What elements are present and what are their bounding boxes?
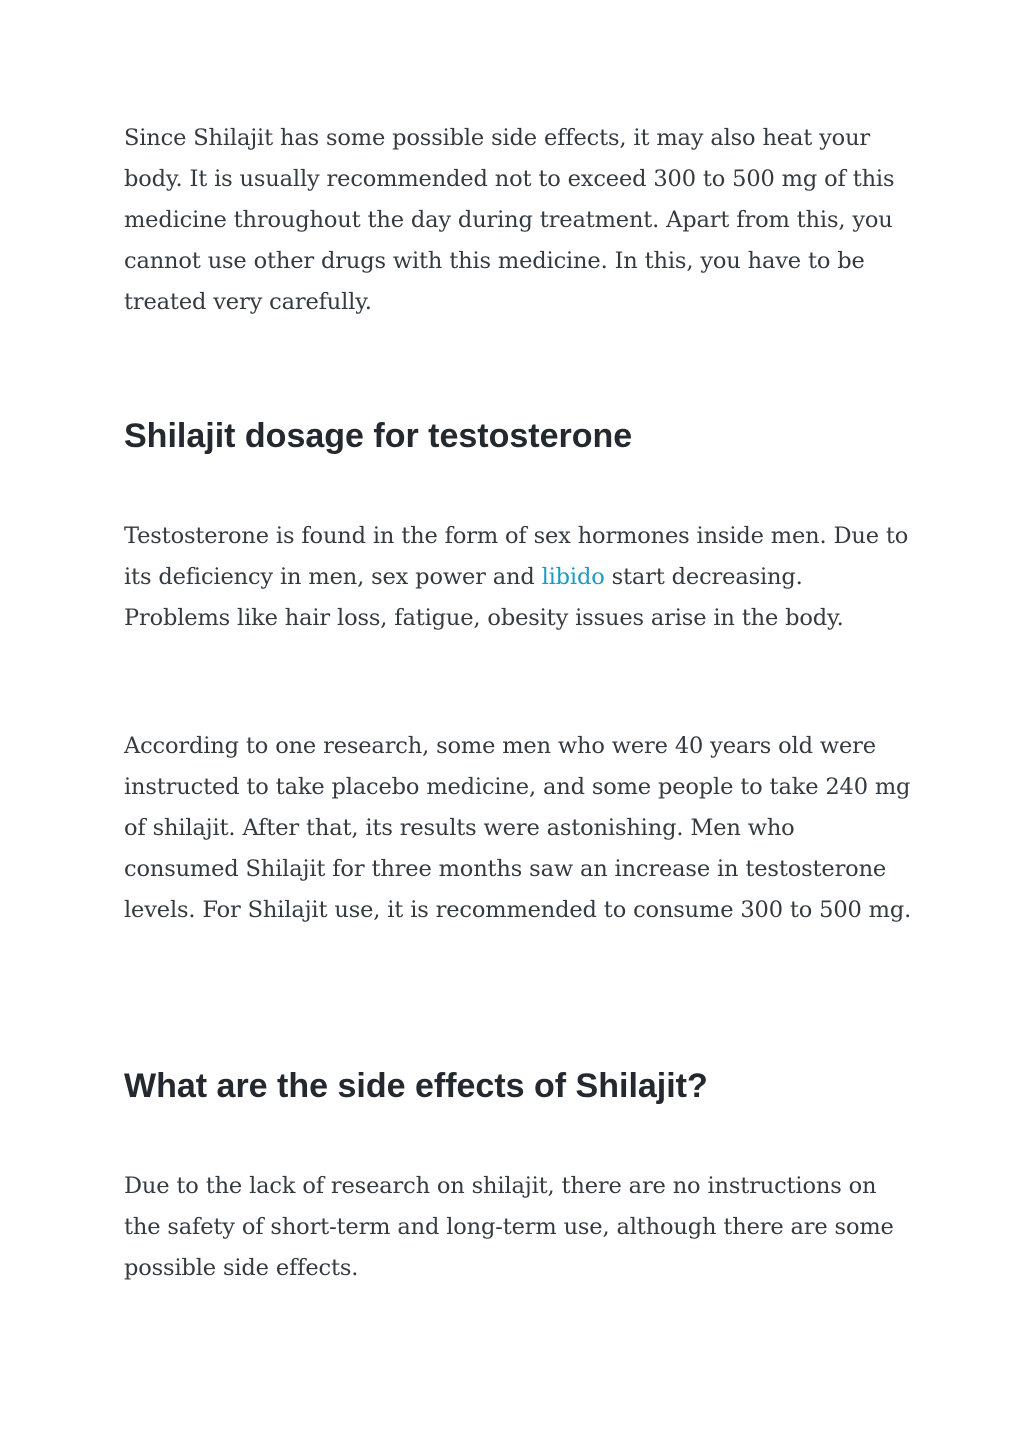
paragraph-testosterone xyxy=(124,516,914,639)
heading-side-effects: What are the side effects of Shilajit? xyxy=(124,1067,708,1105)
paragraph-research: According to one research, some men who were 40 years old were instructed to take placebo medicine, and some people to take 240 mg of shilajit. After that, its results were astonishing. Men who consumed Shilajit for three months saw an increase in testosterone levels. For Shilajit use, it is recommended to consume 300 to 500 mg. xyxy=(124,733,912,923)
paragraph-lack-of-research: Due to the lack of research on shilajit, there are no instructions on the safety of short-term and long-term use, although there are some possible side effects. xyxy=(124,1173,894,1281)
paragraph-text: Testosterone is found in the form of sex hormones inside men. Due to its deficiency in men, sex power and xyxy=(124,523,909,590)
paragraph-text: start decreasing. Problems like hair loss, fatigue, obesity issues arise in the body. xyxy=(124,564,844,631)
paragraph-side-effects-heat: Since Shilajit has some possible side effects, it may also heat your body. It is usually recommended not to exceed 300 to 500 mg of this medicine throughout the day during treatment. Apart from this, you cannot use other drugs with this medicine. In this, you have to be treated very carefully. xyxy=(124,125,895,315)
heading-dosage-testosterone: Shilajit dosage for testosterone xyxy=(124,417,633,455)
libido-link[interactable]: libido xyxy=(541,564,605,590)
